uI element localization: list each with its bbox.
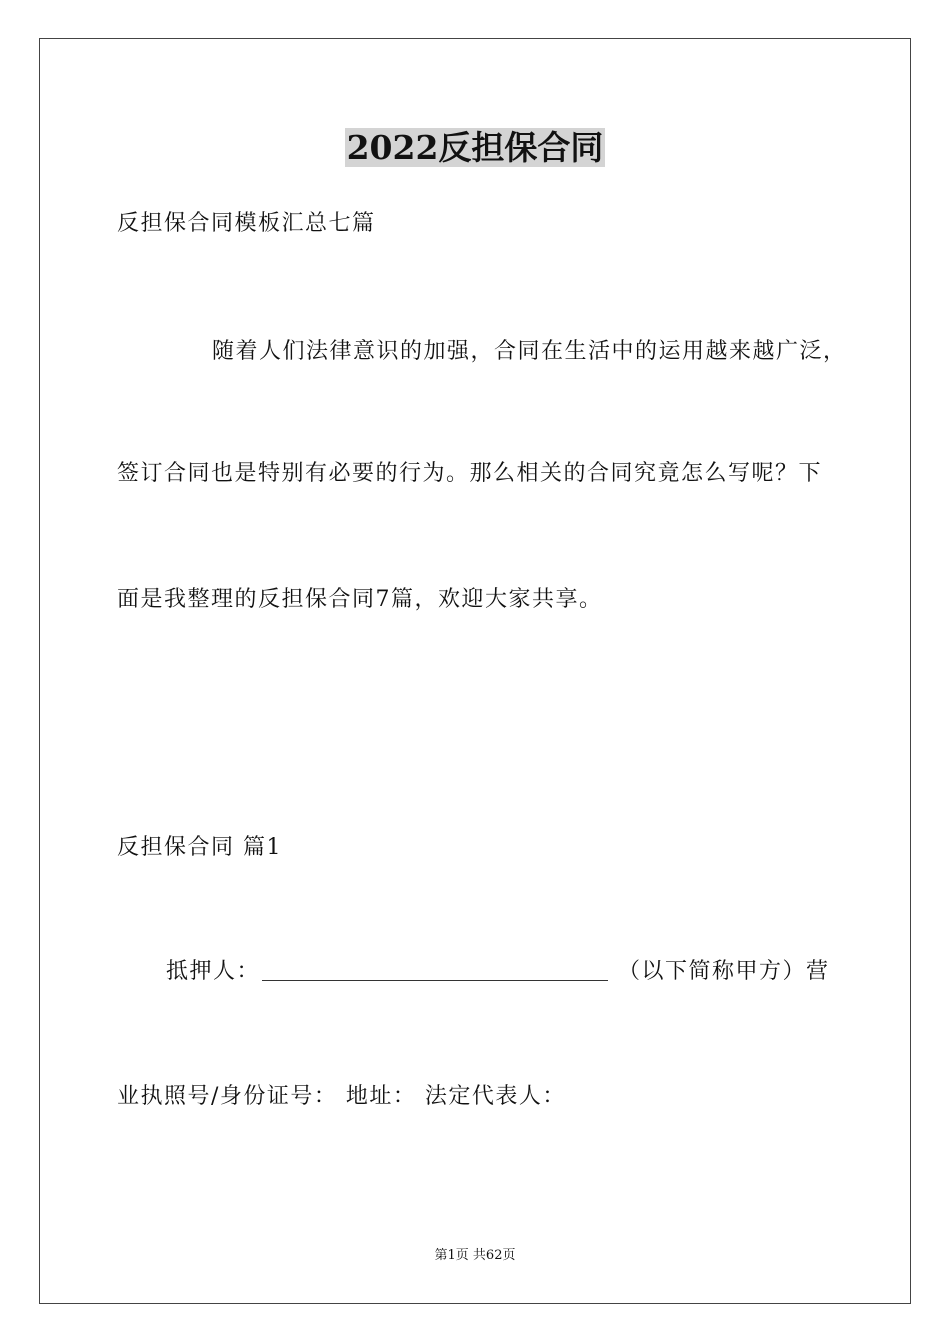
intro-line-1: 随着人们法律意识的加强，合同在生活中的运用越来越广泛，: [212, 339, 847, 364]
intro-line-2: 签订合同也是特别有必要的行为。那么相关的合同究竟怎么写呢？下: [117, 461, 823, 486]
document-title-text: 2022反担保合同: [346, 128, 604, 167]
mortgagor-blank-field: [262, 958, 608, 981]
section-heading: 反担保合同 篇1: [117, 835, 282, 860]
mortgagor-suffix: （以下简称甲方）营: [618, 959, 830, 984]
mortgagor-line: [166, 955, 830, 989]
page-footer: 第1页 共62页: [434, 1248, 516, 1263]
intro-line-3: 面是我整理的反担保合同7篇，欢迎大家共享。: [117, 587, 603, 612]
document-title: [0, 124, 950, 172]
mortgagor-label: 抵押人：: [166, 959, 261, 984]
details-line: 业执照号/身份证号： 地址： 法定代表人：: [117, 1084, 566, 1109]
document-subtitle: 反担保合同模板汇总七篇: [117, 211, 376, 236]
